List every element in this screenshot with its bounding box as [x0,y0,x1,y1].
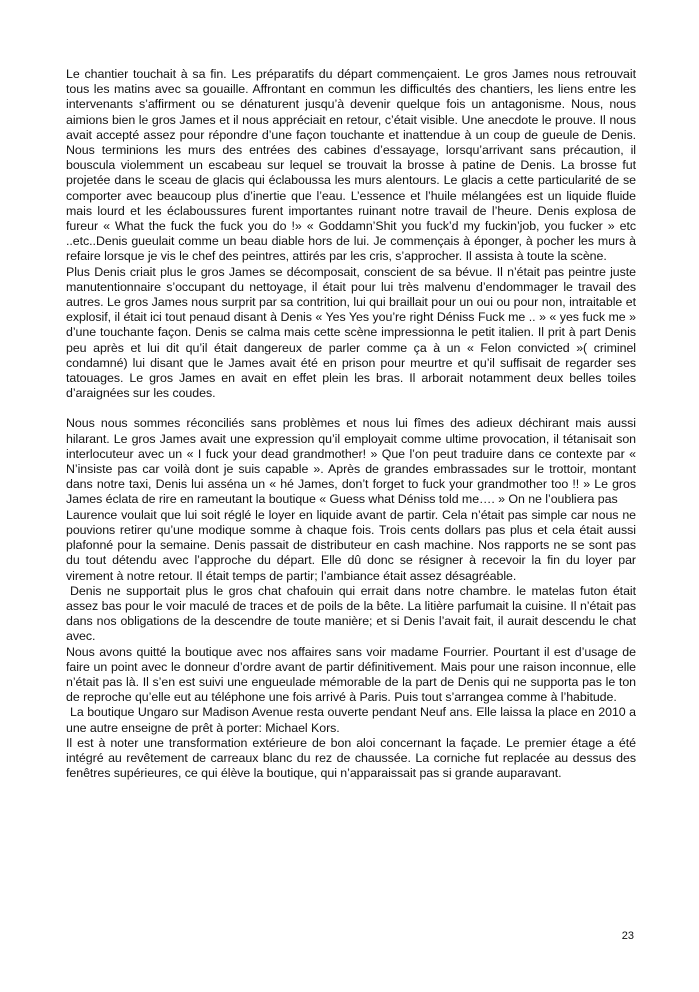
body-text [66,67,636,781]
paragraph-4: Laurence voulait que lui soit réglé le loyer en liquide avant de partir. Cela n’était pas simple car nous ne pouvions retirer qu’une modique somme à chaque fois. Trois cents dollars pas plus et cela était aussi plafonné pour la semaine. Denis passait de distributeur en cash machine. Nos rapports ne se sont pas du tout détendu avec l’approche du départ. Elle dû donc se résigner à recevoir la fin du loyer par virement à notre retour. Il était temps de partir; l’ambiance était assez désagréable. [66,507,636,583]
paragraph-8: Il est à noter une transformation extérieure de bon aloi concernant la façade. Le premier étage a été intégré au revêtement de carreaux blanc du rez de chaussée. La corniche fut replacée au dessus des fenêtres supérieures, ce qui élève la boutique, qui n’apparaissait pas si grande auparavant. [66,735,636,781]
page-number: 23 [621,930,634,942]
paragraph-3: Nous nous sommes réconciliés sans problèmes et nous lui fîmes des adieux déchirant mais aussi hilarant. Le gros James avait une expression qu’il employait comme ultime provocation, il tétanisait son interlocuteur avec un « I fuck your dead grandmother! » Que l’on peut traduire dans ce contexte par « N’insiste pas car voilà dont je suis capable ». Après de grandes embrassades sur le trottoir, montant dans notre taxi, Denis lui asséna un « hé James, don’t forget to fuck your grandmother too !! » Le gros James éclata de rire en rameutant la boutique « Guess what Déniss told me…. » On ne l’oubliera pas [66,416,636,507]
paragraph-5: Denis ne supportait plus le gros chat chafouin qui errait dans notre chambre. le matelas futon était assez bas pour le voir maculé de traces et de poils de la bête. La litière parfumait la cuisine. Il n’était pas dans nos obligations de la descendre de toute manière; et si Denis l’avait fait, il aurait descendu le chat avec. [66,583,636,644]
paragraph-6: Nous avons quitté la boutique avec nos affaires sans voir madame Fourrier. Pourtant il est d’usage de faire un point avec le donneur d’ordre avant de partir définitivement. Mais pour une raison inconnue, elle n’était pas là. Il s’en est suivi une engueulade mémorable de la part de Denis qui ne supporta pas le ton de reproche qu’elle eut au téléphone une fois arrivé à Paris. Puis tout s’arrangea comme à l’habitude. [66,644,636,705]
paragraph-2: Plus Denis criait plus le gros James se décomposait, conscient de sa bévue. Il n’était pas peintre juste manutentionnaire s’occupant du nettoyage, il était pour lui très malvenu d’endommager le travail des autres. Le gros James nous surprit par sa contrition, lui qui braillait pour un oui ou pour non, intraitable et explosif, il était ici tout penaud disant à Denis « Yes Yes you’re right Déniss Fuck me .. » « yes fuck me » d’une touchante façon. Denis se calma mais cette scène impressionna le petit italien. Il prit à part Denis peu après et lui dit qu’il était dangereux de parler comme ça à un « Felon convicted »( criminel condamné) lui disant que le James avait été en prison pour meurtre et qu’il suffisait de regarder ses tatouages. Le gros James en avait en effet plein les bras. Il arborait notamment deux belles toiles d’araignées sur les coudes. [66,264,636,401]
paragraph-7: La boutique Ungaro sur Madison Avenue resta ouverte pendant Neuf ans. Elle laissa la place en 2010 a une autre enseigne de prêt à porter: Michael Kors. [66,705,636,735]
paragraph-1: Le chantier touchait à sa fin. Les préparatifs du départ commençaient. Le gros James nous retrouvait tous les matins avec sa gouaille. Affrontant en commun les difficultés des chantiers, les liens entre les intervenants s’affirment ou se dénaturent jusqu’à devenir quelque fois un antagonisme. Nous, nous aimions bien le gros James et il nous appréciait en retour, c’était visible. Une anecdote le prouve. Il nous avait accepté assez pour répondre d’une façon touchante et inattendue à un coup de gueule de Denis. Nous terminions les murs des entrées des cabines d’essayage, lorsqu’arrivant sans précaution, il bouscula violemment un escabeau sur lequel se trouvait la brosse à patine de Denis. La brosse fut projetée dans le sceau de glacis qui éclaboussa les murs alentours. Le glacis a cette particularité de se comporter avec beaucoup plus d’inertie que l’eau. L’essence et l’huile mélangées est un liquide fluide mais lourd et les éclaboussures furent importantes ruinant notre travail de l’heure. Denis explosa de fureur « What the fuck the fuck you do !» « Goddamn’Shit you fuck’d my fuckin’job, you fucker » etc ..etc..Denis gueulait comme un beau diable hors de lui. Je commençais à éponger, à pocher les murs à refaire lorsque je vis le chef des peintres, attirés par les cris, s’approcher. Il assista à toute la scène. [66,67,636,264]
